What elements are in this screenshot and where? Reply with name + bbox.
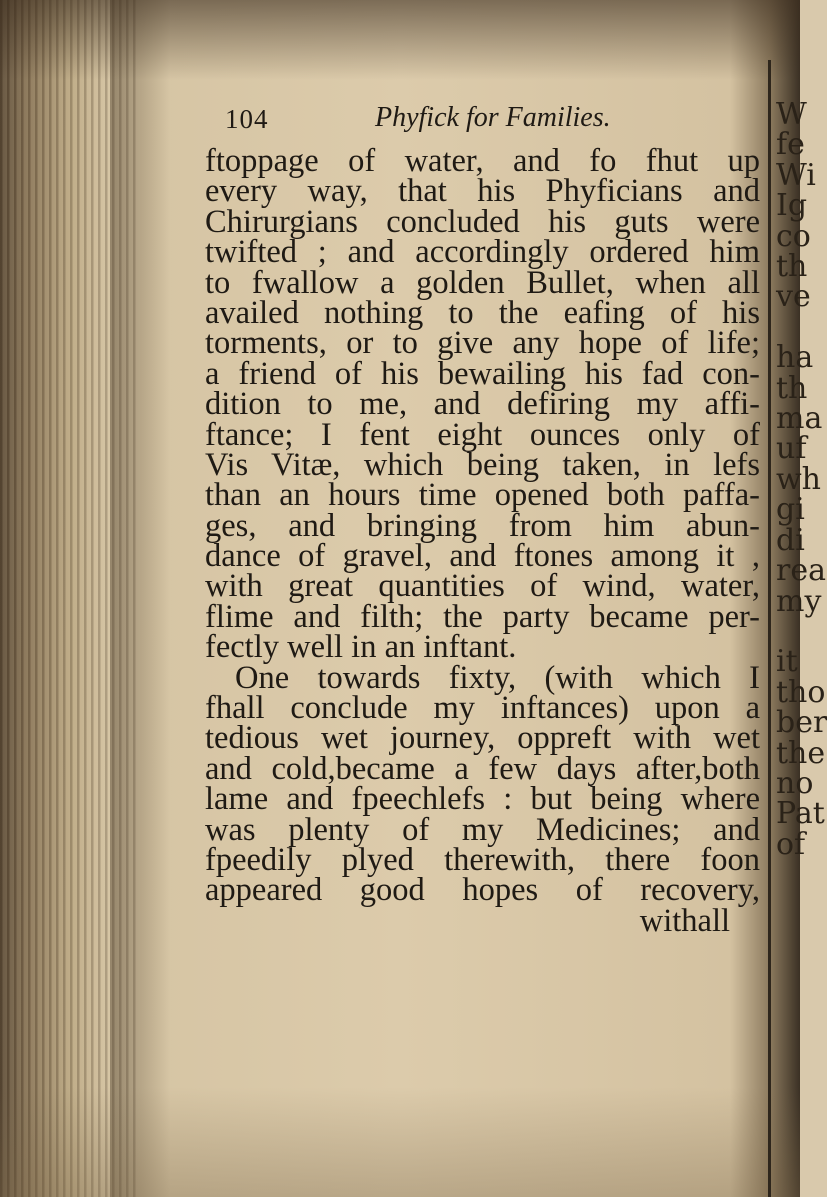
facing-page-fragments: W fe Wi Ig co th ve ha th ma uf wh gi di rea my it tho ber the no Pat of — [776, 97, 827, 862]
page-header — [205, 100, 760, 140]
text-line: ges, and bringing from him abun- — [205, 507, 760, 544]
text-line: fhall conclude my inftances) upon a — [205, 690, 760, 727]
page-number: 104 — [225, 104, 269, 134]
text-line: and cold,became a few days after,both — [205, 750, 760, 787]
text-line: dition to me, and defiring my affi- — [205, 386, 760, 423]
gutter-shadow — [110, 0, 170, 1197]
page-right-edge — [768, 60, 771, 1197]
running-title: Phyfick for Families. — [375, 102, 611, 133]
text-line: was plenty of my Medicines; and — [205, 811, 760, 848]
text-line: ftance; I fent eight ounces only of — [205, 416, 760, 453]
catchword: withall — [639, 902, 730, 939]
top-edge-shadow — [0, 0, 800, 80]
text-line: a friend of his bewailing his fad con- — [205, 355, 760, 392]
text-line: twifted ; and accordingly ordered him — [205, 234, 760, 271]
text-line: to fwallow a golden Bullet, when all — [205, 264, 760, 301]
bottom-edge-shadow — [0, 1087, 800, 1197]
text-line: availed nothing to the eafing of his — [205, 294, 760, 331]
text-line: torments, or to give any hope of life; — [205, 325, 760, 362]
text-line: tedious wet journey, oppreft with wet — [205, 720, 760, 757]
text-line: appeared good hopes of recovery, — [205, 872, 760, 909]
text-line: Vis Vitæ, which being taken, in lefs — [205, 446, 760, 483]
text-line: Chirurgians concluded his guts were — [205, 203, 760, 240]
text-line: lame and fpeechlefs : but being where — [205, 781, 760, 818]
text-line: fpeedily plyed therewith, there foon — [205, 841, 760, 878]
text-line: One towards fixty, (with which I — [235, 659, 760, 696]
text-line: dance of gravel, and ftones among it , — [205, 538, 760, 575]
text-line: fectly well in an inftant. — [205, 629, 517, 666]
text-line: flime and filth; the party became per- — [205, 598, 760, 635]
body-text — [205, 143, 760, 939]
text-line: with great quantities of wind, water, — [205, 568, 760, 605]
text-line: than an hours time opened both paffa- — [205, 477, 760, 514]
text-line: every way, that his Phyficians and — [205, 173, 760, 210]
page-content — [205, 100, 760, 939]
text-line: ftoppage of water, and fo fhut up — [205, 143, 760, 179]
